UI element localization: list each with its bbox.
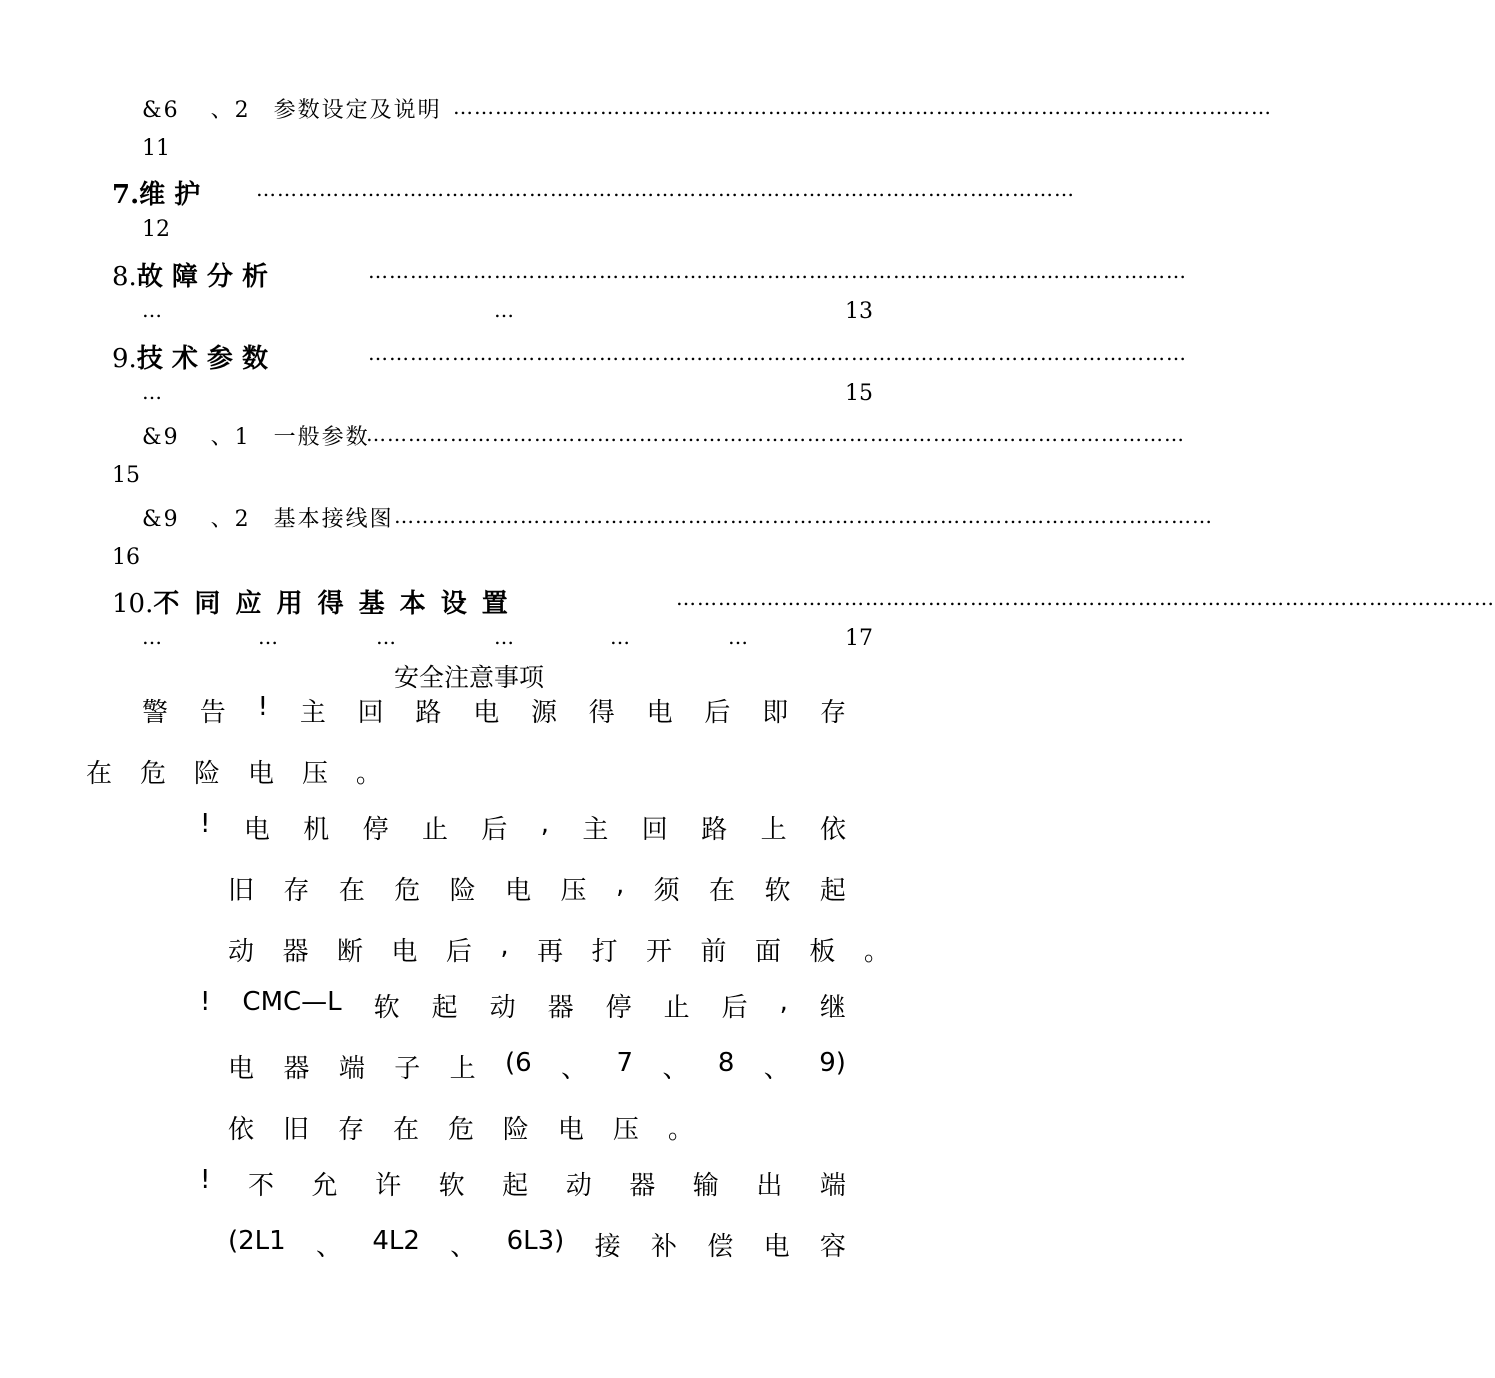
toc-page-number: 15 bbox=[845, 381, 873, 406]
toc-leader-dots: … bbox=[258, 625, 279, 649]
toc-page-number: 16 bbox=[112, 545, 140, 570]
toc-page-number: 17 bbox=[845, 626, 873, 651]
toc-leader: ……………………………………………………………………………………………………… bbox=[368, 259, 1187, 283]
toc-entry-9 bbox=[112, 338, 268, 375]
toc-leader: ……………………………………………………………………………………………………… bbox=[394, 504, 1213, 528]
warning-line-2: 在 危 险 电 压 。 bbox=[86, 759, 382, 789]
toc-leader: ……………………………………………………………………………………………………… bbox=[453, 95, 1272, 119]
toc-leader-dots: … bbox=[142, 380, 163, 404]
toc-number: 9. bbox=[112, 344, 137, 374]
safety-item-3-line-1: ! 不 允 许 软 起 动 器 输 出 端 bbox=[200, 1165, 846, 1201]
safety-title: 安全注意事项 bbox=[394, 663, 545, 692]
toc-leader-dots: … bbox=[494, 625, 515, 649]
toc-title: 故 障 分 析 bbox=[136, 262, 268, 292]
toc-leader-dots: … bbox=[142, 625, 163, 649]
toc-leader-dots: … bbox=[376, 625, 397, 649]
warning-line-1: 警 告 ! 主 回 路 电 源 得 电 后 即 存 bbox=[142, 692, 846, 728]
toc-number: &6 bbox=[142, 98, 180, 123]
toc-title: 不 同 应 用 得 基 本 设 置 bbox=[153, 589, 511, 619]
safety-item-3-line-2: (2L1 、 4L2 、 6L3) 接 补 偿 电 容 bbox=[228, 1226, 846, 1262]
toc-leader-dots: … bbox=[728, 625, 749, 649]
toc-number: 7. bbox=[112, 180, 140, 210]
toc-leader-dots: … bbox=[142, 298, 163, 322]
safety-item-1-line-2: 旧 存 在 危 险 电 压 , 须 在 软 起 bbox=[228, 870, 846, 906]
toc-entry-9-1 bbox=[142, 420, 370, 451]
toc-title: 维 护 bbox=[139, 180, 201, 210]
toc-number: 8. bbox=[112, 262, 137, 292]
toc-title: 技 术 参 数 bbox=[136, 344, 268, 374]
toc-leader: ……………………………………………………………………………………………………… bbox=[366, 422, 1185, 446]
toc-separator: 、2 bbox=[210, 98, 251, 123]
safety-item-2-line-1: ! CMC—L 软 起 动 器 停 止 后 , 继 bbox=[200, 987, 846, 1023]
toc-title: 一般参数 bbox=[273, 425, 370, 450]
toc-page-number: 11 bbox=[142, 136, 170, 161]
toc-leader-dots: … bbox=[610, 625, 631, 649]
toc-number: &9 bbox=[142, 425, 180, 450]
toc-title: 参数设定及说明 bbox=[273, 98, 442, 123]
safety-item-2-line-3: 依 旧 存 在 危 险 电 压 。 bbox=[228, 1115, 694, 1145]
toc-leader: ……………………………………………………………………………………………………… bbox=[256, 177, 1075, 201]
safety-item-1-line-1: ! 电 机 停 止 后 , 主 回 路 上 依 bbox=[200, 809, 846, 845]
toc-entry-8 bbox=[112, 256, 268, 293]
toc-entry-10 bbox=[112, 583, 511, 620]
toc-entry-9-2 bbox=[142, 502, 394, 533]
safety-item-1-line-3: 动 器 断 电 后 , 再 打 开 前 面 板 。 bbox=[228, 931, 890, 967]
toc-page-number: 13 bbox=[845, 299, 873, 324]
toc-page-number: 12 bbox=[142, 217, 170, 242]
toc-leader: ……………………………………………………………………………………………………… bbox=[676, 586, 1495, 610]
toc-page-number: 15 bbox=[112, 463, 140, 488]
toc-number: &9 bbox=[142, 507, 180, 532]
toc-entry-7 bbox=[112, 174, 200, 211]
toc-number: 10. bbox=[112, 589, 154, 619]
toc-separator: 、2 bbox=[210, 507, 251, 532]
toc-title: 基本接线图 bbox=[273, 507, 394, 532]
toc-entry-6-2 bbox=[142, 93, 442, 124]
toc-leader: ……………………………………………………………………………………………………… bbox=[368, 341, 1187, 365]
toc-leader-dots: … bbox=[494, 298, 515, 322]
toc-separator: 、1 bbox=[210, 425, 251, 450]
safety-item-2-line-2: 电 器 端 子 上 (6 、 7 、 8 、 9) bbox=[228, 1048, 846, 1084]
